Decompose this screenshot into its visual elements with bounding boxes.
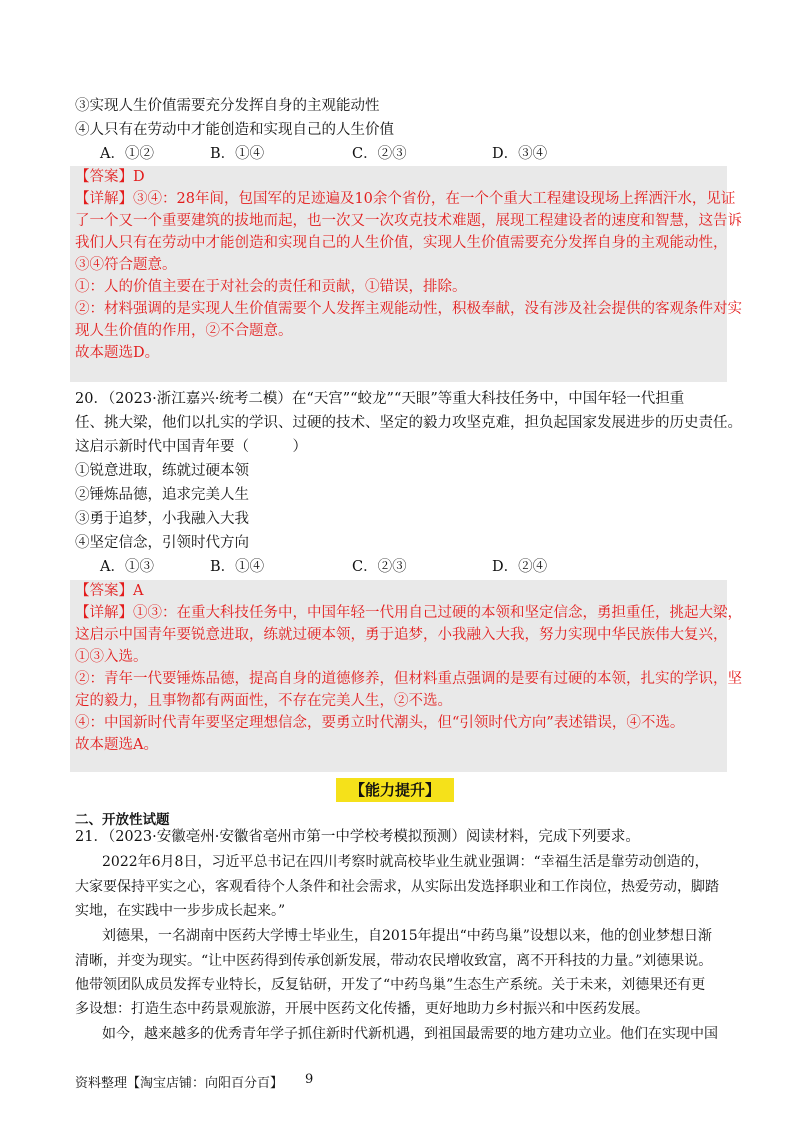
q19-option-c: C．②③	[352, 146, 407, 162]
page-number: 9	[305, 1072, 314, 1087]
q20-answer: 【答案】A	[75, 583, 144, 599]
q19-explain-7: 现人生价值的作用，②不合题意。	[75, 323, 293, 339]
q19-explain-3: 我们人只有在劳动中才能创造和实现自己的人生价值，实现人生价值需要充分发挥自身的主观能动性，	[75, 235, 728, 251]
q21-para-3-line-1: 如今，越来越多的优秀青年学子抓住新时代新机遇，到祖国最需要的地方建功立业。他们在实现中国	[102, 1026, 718, 1042]
section-title: 【能力提升】	[336, 778, 454, 802]
q21-para-2-line-1: 刘德果，一名湖南中医药大学博士毕业生，自2015年提出“中药鸟巢”设想以来，他的创业梦想日渐	[102, 928, 712, 944]
q20-statement-4: ④坚定信念，引领时代方向	[75, 535, 249, 551]
q21-para-2-line-3: 他带领团队成员发挥专业特长，反复钻研，开发了“中药鸟巢”生态生产系统。关于未来，刘德果还有更	[75, 977, 706, 993]
q20-statement-2: ②锤炼品德，追求完美人生	[75, 487, 249, 503]
q20-explain-1: 【详解】①③：在重大科技任务中，中国年轻一代用自己过硬的本领和坚定信念，勇担重任，挑起大梁，	[75, 605, 742, 621]
q19-conclusion: 故本题选D。	[75, 345, 160, 361]
q19-explain-6: ②：材料强调的是实现人生价值需要个人发挥主观能动性，积极奉献，没有涉及社会提供的客观条件对实	[75, 301, 742, 317]
q19-statement-3: ③实现人生价值需要充分发挥自身的主观能动性	[75, 98, 380, 114]
q20-option-b: B．①④	[210, 559, 265, 575]
q19-explain-2: 了一个又一个重要建筑的拔地而起，也一次又一次攻克技术难题，展现工程建设者的速度和智慧，这告诉	[75, 213, 742, 229]
q19-statement-4: ④人只有在劳动中才能创造和实现自己的人生价值	[75, 122, 394, 138]
q20-explain-2: 这启示中国青年要锐意进取，练就过硬本领，勇于追梦，小我融入大我，努力实现中华民族伟大复兴，	[75, 627, 728, 643]
q21-para-1-line-3: 实地，在实践中一步步成长起来。”	[75, 903, 286, 919]
q19-explain-1: 【详解】③④：28年间，包国军的足迹遍及10余个省份，在一个个重大工程建设现场上挥洒汗水，见证	[75, 191, 736, 207]
q21-para-2-line-4: 多设想：打造生态中药景观旅游，开展中医药文化传播，更好地助力乡村振兴和中医药发展。	[75, 1001, 649, 1017]
q20-explain-3: ①③入选。	[75, 649, 148, 665]
subsection-heading: 二、开放性试题	[75, 812, 170, 828]
q20-stem-3: 这启示新时代中国青年要（ ）	[75, 439, 307, 455]
q20-option-d: D．②④	[492, 559, 548, 575]
footer-source: 资料整理【淘宝店铺：向阳百分百】	[75, 1076, 284, 1091]
q19-option-b: B．①④	[210, 146, 265, 162]
q19-explain-4: ③④符合题意。	[75, 257, 177, 273]
q20-option-a: A．①③	[100, 559, 154, 575]
q21-para-2-line-2: 清晰，并变为现实。“让中医药得到传承创新发展，带动农民增收致富，离不开科技的力量。”刘德果说。	[75, 953, 713, 969]
q21-para-1-line-2: 大家要保持平实之心，客观看待个人条件和社会需求，从实际出发选择职业和工作岗位，热爱劳动，脚踏	[75, 879, 719, 895]
q20-statement-1: ①锐意进取，练就过硬本领	[75, 463, 249, 479]
q20-explain-4: ②：青年一代要锤炼品德，提高自身的道德修养，但材料重点强调的是要有过硬的本领，扎实的学识，坚	[75, 671, 742, 687]
q20-explain-5: 定的毅力，且事物都有两面性，不存在完美人生，②不选。	[75, 693, 452, 709]
q20-stem-1: 20．（2023·浙江嘉兴·统考二模）在“天宫”“蛟龙”“天眼”等重大科技任务中，中国年轻一代担重	[75, 391, 685, 407]
q20-conclusion: 故本题选A。	[75, 737, 158, 753]
q19-answer-block	[70, 166, 742, 382]
q19-answer: 【答案】D	[75, 169, 145, 185]
q21-stem: 21．（2023·安徽亳州·安徽省亳州市第一中学校考模拟预测）阅读材料，完成下列要求。	[75, 829, 640, 845]
q19-option-d: D．③④	[492, 146, 548, 162]
q20-statement-3: ③勇于追梦，小我融入大我	[75, 511, 249, 527]
q20-answer-block	[70, 580, 742, 772]
q19-explain-5: ①：人的价值主要在于对社会的责任和贡献，①错误，排除。	[75, 279, 467, 295]
q20-stem-2: 任、挑大梁，他们以扎实的学识、过硬的技术、坚定的毅力攻坚克难，担负起国家发展进步的历史责任。	[75, 415, 742, 431]
q20-option-c: C．②③	[352, 559, 407, 575]
q19-option-a: A．①②	[100, 146, 154, 162]
q21-para-1-line-1: 2022年6月8日，习近平总书记在四川考察时就高校毕业生就业强调：“幸福生活是靠劳动创造的，	[102, 854, 709, 870]
q20-explain-6: ④：中国新时代青年要坚定理想信念，要勇立时代潮头，但“引领时代方向”表述错误，④不选。	[75, 715, 685, 731]
